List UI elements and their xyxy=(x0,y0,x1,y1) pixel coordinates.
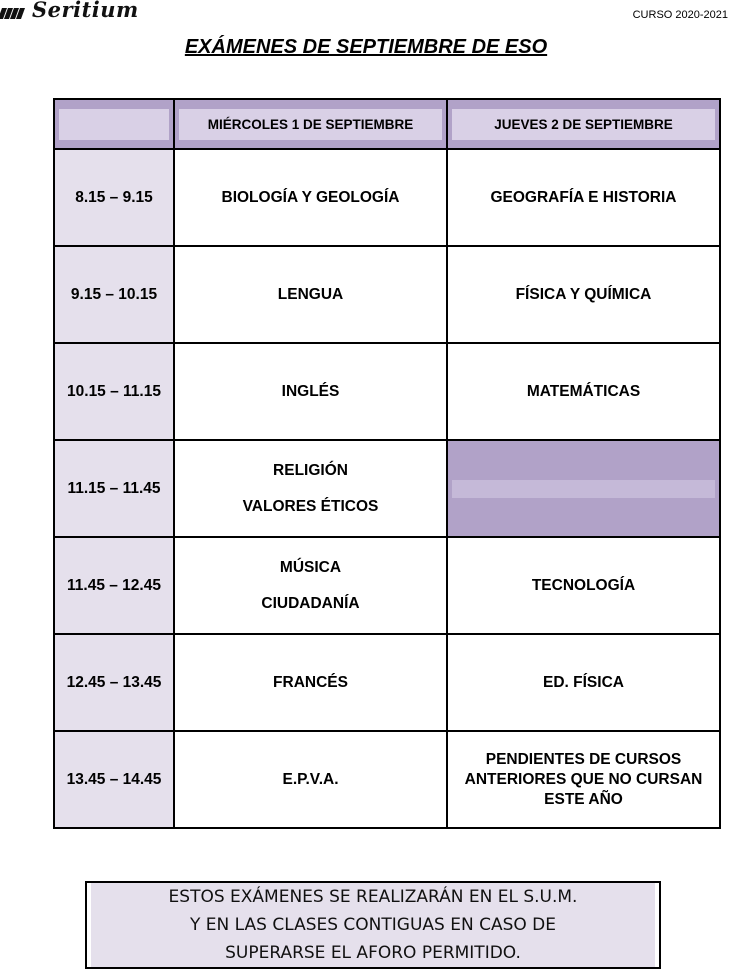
page-title: EXÁMENES DE SEPTIEMBRE DE ESO xyxy=(184,36,548,58)
subject-label: CIUDADANÍA xyxy=(261,594,360,612)
subject-label: ESTE AÑO xyxy=(544,790,623,808)
header-cell-wednesday: MIÉRCOLES 1 DE SEPTIEMBRE xyxy=(174,99,447,149)
wednesday-exam-cell xyxy=(174,537,447,634)
course-year: CURSO 2020-2021 xyxy=(632,9,728,21)
wednesday-exam-cell xyxy=(174,440,447,537)
table-row xyxy=(54,246,720,343)
subject-label: VALORES ÉTICOS xyxy=(242,497,379,515)
thursday-exam-cell xyxy=(447,343,720,440)
table-row xyxy=(54,343,720,440)
wednesday-exam-cell xyxy=(174,149,447,246)
exam-schedule-table xyxy=(53,98,721,829)
subject-label: INGLÉS xyxy=(281,382,340,400)
time-slot-cell: 11.15 – 11.45 xyxy=(54,440,174,537)
notice-box xyxy=(85,881,661,969)
notice-line: ESTOS EXÁMENES SE REALIZARÁN EN EL S.U.M. xyxy=(91,883,655,911)
subject-label: FRANCÉS xyxy=(273,673,348,691)
wednesday-exam-cell xyxy=(174,634,447,731)
subject-label: ED. FÍSICA xyxy=(543,673,624,691)
time-slot-cell: 10.15 – 11.15 xyxy=(54,343,174,440)
notice-line: Y EN LAS CLASES CONTIGUAS EN CASO DE xyxy=(91,911,655,939)
empty-slot-band xyxy=(452,480,715,498)
thursday-exam-cell xyxy=(447,731,720,828)
table-row xyxy=(54,634,720,731)
thursday-exam-cell xyxy=(447,149,720,246)
subject-label: GEOGRAFÍA E HISTORIA xyxy=(490,188,677,206)
thursday-exam-cell xyxy=(447,634,720,731)
table-row xyxy=(54,537,720,634)
time-slot-cell: 8.15 – 9.15 xyxy=(54,149,174,246)
school-logo xyxy=(0,0,139,22)
subject-label: FÍSICA Y QUÍMICA xyxy=(515,285,652,303)
table-row xyxy=(54,731,720,828)
logo-text: Seritium xyxy=(32,0,139,22)
table-row xyxy=(54,440,720,537)
logo-mark-icon xyxy=(0,6,24,24)
time-slot-cell: 11.45 – 12.45 xyxy=(54,537,174,634)
subject-label: BIOLOGÍA Y GEOLOGÍA xyxy=(221,188,400,206)
time-slot-cell: 9.15 – 10.15 xyxy=(54,246,174,343)
header-cell-corner xyxy=(54,99,174,149)
time-slot-cell: 13.45 – 14.45 xyxy=(54,731,174,828)
subject-label: RELIGIÓN xyxy=(273,461,348,479)
header-cell-thursday: JUEVES 2 DE SEPTIEMBRE xyxy=(447,99,720,149)
wednesday-exam-cell xyxy=(174,343,447,440)
table-header-row xyxy=(54,99,720,149)
thursday-exam-cell xyxy=(447,246,720,343)
subject-label: MATEMÁTICAS xyxy=(526,382,641,400)
thursday-exam-cell xyxy=(447,537,720,634)
subject-label: TECNOLOGÍA xyxy=(531,576,636,594)
subject-label: PENDIENTES DE CURSOS xyxy=(485,750,682,768)
subject-label: LENGUA xyxy=(277,285,344,303)
subject-label: MÚSICA xyxy=(279,558,342,576)
thursday-exam-cell xyxy=(447,440,720,537)
notice-line: SUPERARSE EL AFORO PERMITIDO. xyxy=(91,939,655,967)
table-row xyxy=(54,149,720,246)
subject-label: E.P.V.A. xyxy=(282,770,339,788)
wednesday-exam-cell xyxy=(174,731,447,828)
time-slot-cell: 12.45 – 13.45 xyxy=(54,634,174,731)
wednesday-exam-cell xyxy=(174,246,447,343)
subject-label: ANTERIORES QUE NO CURSAN xyxy=(464,770,703,788)
